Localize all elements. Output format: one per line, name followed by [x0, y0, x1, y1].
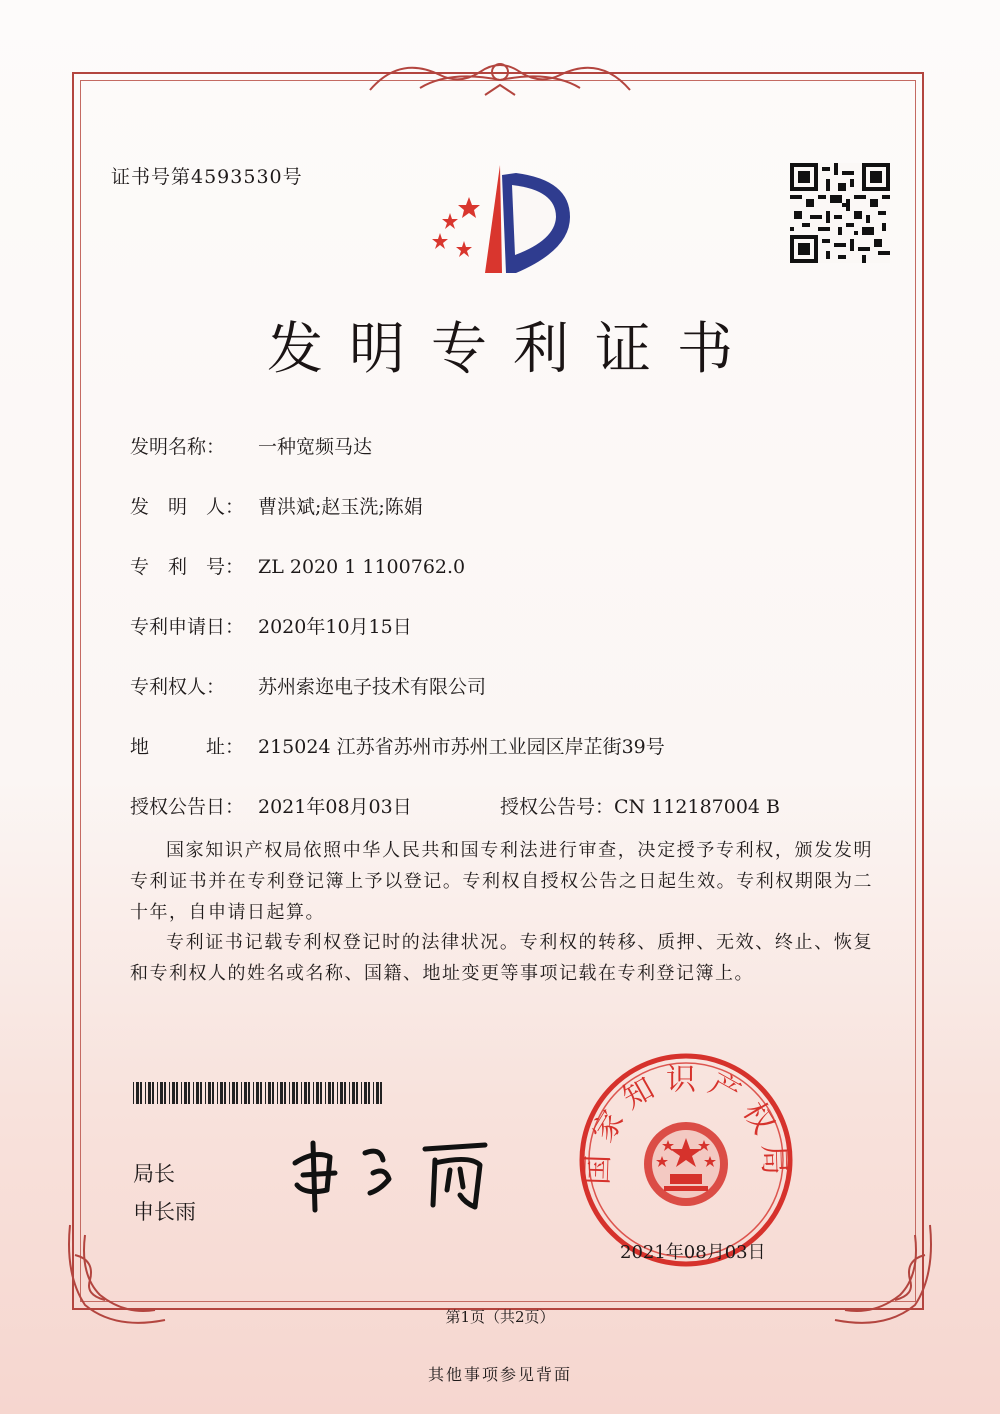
field-address	[130, 732, 665, 759]
field-label: 发明名称：	[130, 436, 226, 458]
patent-emblem-icon	[420, 155, 590, 280]
field-invention-name	[130, 432, 372, 459]
certificate-number: 证书号第4593530号	[111, 166, 303, 188]
barcode-bar	[328, 1082, 331, 1104]
field-value: CN 112187004 B	[614, 796, 781, 818]
barcode-bar	[152, 1082, 154, 1104]
legal-paragraph-2: 专利证书记载专利权登记时的法律状况。专利权的转移、质押、无效、终止、恢复和专利权人的姓名或名称、国籍、地址变更等事项记载在专利登记簿上。	[130, 932, 873, 984]
barcode-bar	[376, 1082, 379, 1104]
field-inventors	[130, 492, 423, 519]
barcode-bar	[332, 1082, 334, 1104]
signatory-title: 局长	[133, 1162, 175, 1186]
barcode-bar	[313, 1082, 314, 1104]
handwritten-signature	[285, 1135, 505, 1215]
barcode-bar	[289, 1082, 290, 1104]
field-grant-date	[130, 792, 412, 819]
footer-note: 其他事项参见背面	[427, 1365, 572, 1384]
field-value: 2021年08月03日	[258, 796, 412, 818]
seal-date: 2021年08月03日	[620, 1242, 766, 1263]
barcode-bar	[205, 1082, 206, 1104]
barcode-bar	[248, 1082, 250, 1104]
field-patentee	[130, 672, 486, 699]
barcode-bar	[193, 1082, 194, 1104]
field-label: 专利权人：	[130, 676, 226, 698]
barcode-bar	[280, 1082, 283, 1104]
field-value: ZL 2020 1 1100762.0	[258, 556, 466, 578]
field-label: 发 明 人：	[130, 496, 245, 518]
barcode-bar	[337, 1082, 338, 1104]
barcode-bar	[145, 1082, 146, 1104]
barcode-bar	[316, 1082, 319, 1104]
barcode-bar	[188, 1082, 190, 1104]
barcode-bar	[265, 1082, 266, 1104]
barcode-bar	[361, 1082, 362, 1104]
barcode-bar	[157, 1082, 158, 1104]
barcode-bar	[380, 1082, 382, 1104]
barcode-bar	[196, 1082, 199, 1104]
barcode-bar	[356, 1082, 358, 1104]
field-label: 授权公告日：	[130, 796, 245, 818]
signatory-name: 申长雨	[133, 1200, 196, 1224]
barcode-bar	[148, 1082, 151, 1104]
field-value: 215024 江苏省苏州市苏州工业园区岸芷街39号	[258, 736, 665, 758]
barcode-bar	[224, 1082, 226, 1104]
official-seal	[578, 1052, 794, 1268]
barcode-bar	[229, 1082, 230, 1104]
barcode-bar	[304, 1082, 307, 1104]
barcode-bar	[160, 1082, 163, 1104]
barcode-bar	[352, 1082, 355, 1104]
barcode-bar	[220, 1082, 223, 1104]
barcode-bar	[284, 1082, 286, 1104]
barcode-bar	[301, 1082, 302, 1104]
barcode-bar	[241, 1082, 242, 1104]
field-value: 苏州索迩电子技术有限公司	[258, 676, 487, 698]
barcode-bar	[217, 1082, 218, 1104]
barcode-bar	[344, 1082, 346, 1104]
barcode-bar	[349, 1082, 350, 1104]
field-value: 曹洪斌;赵玉洗;陈娟	[258, 496, 423, 518]
barcode-bar	[181, 1082, 182, 1104]
field-value: 2020年10月15日	[258, 616, 412, 638]
barcode-bar	[253, 1082, 254, 1104]
barcode-bar	[172, 1082, 175, 1104]
barcode	[133, 1082, 385, 1104]
field-label: 专 利 号：	[130, 556, 245, 578]
top-ornament	[360, 50, 640, 110]
barcode-bar	[296, 1082, 298, 1104]
barcode-bar	[176, 1082, 178, 1104]
barcode-bar	[340, 1082, 343, 1104]
field-label: 专利申请日：	[130, 616, 245, 638]
field-label: 地 址：	[130, 736, 245, 758]
barcode-bar	[268, 1082, 271, 1104]
barcode-bar	[373, 1082, 374, 1104]
barcode-bar	[272, 1082, 274, 1104]
barcode-bar	[364, 1082, 367, 1104]
barcode-bar	[320, 1082, 322, 1104]
barcode-bar	[169, 1082, 170, 1104]
barcode-bar	[212, 1082, 214, 1104]
svg-text:国家知识产权局: 国家知识产权局	[580, 1062, 792, 1186]
barcode-bar	[136, 1082, 139, 1104]
page-number: 第1页（共2页）	[445, 1308, 555, 1326]
barcode-bar	[133, 1082, 134, 1104]
barcode-bar	[164, 1082, 166, 1104]
qr-code	[790, 163, 890, 263]
barcode-bar	[256, 1082, 259, 1104]
legal-paragraph-1: 国家知识产权局依照中华人民共和国专利法进行审查，决定授予专利权，颁发发明专利证书并在专利登记簿上予以登记。专利权自授权公告之日起生效。专利权期限为二十年，自申请日起算。	[130, 840, 873, 923]
field-label: 授权公告号：	[500, 796, 615, 818]
barcode-bar	[308, 1082, 310, 1104]
field-filing-date	[130, 612, 412, 639]
barcode-bar	[140, 1082, 142, 1104]
barcode-bar	[200, 1082, 202, 1104]
certificate-title: 发明专利证书	[267, 317, 759, 382]
barcode-bar	[232, 1082, 235, 1104]
barcode-bar	[260, 1082, 262, 1104]
field-grant-number	[500, 792, 780, 819]
field-patent-number	[130, 552, 465, 579]
barcode-bar	[368, 1082, 370, 1104]
barcode-bar	[277, 1082, 278, 1104]
barcode-bar	[325, 1082, 326, 1104]
barcode-bar	[292, 1082, 295, 1104]
barcode-bar	[208, 1082, 211, 1104]
field-value: 一种宽频马达	[258, 436, 373, 458]
barcode-bar	[244, 1082, 247, 1104]
barcode-bar	[236, 1082, 238, 1104]
barcode-bar	[184, 1082, 187, 1104]
